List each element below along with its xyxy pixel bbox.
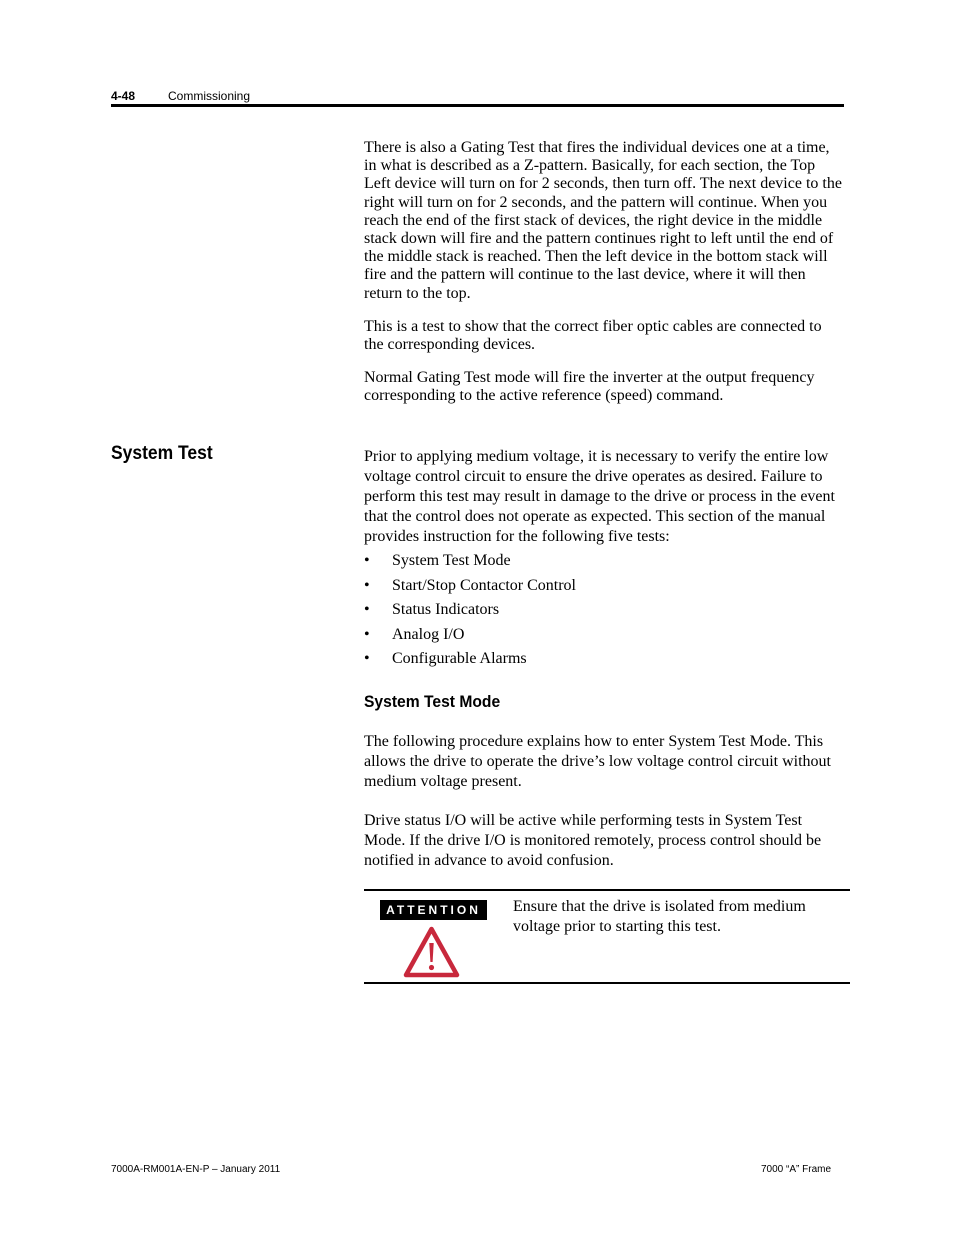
attention-bottom-rule: [364, 982, 850, 984]
header-rule: [111, 104, 844, 107]
list-item-label: Start/Stop Contactor Control: [392, 576, 576, 594]
warning-triangle-icon: [403, 926, 460, 978]
system-test-mode-paragraph: The following procedure explains how to enter System Test Mode. This allows the drive to operate the drive’s low voltage control circuit without medium voltage present.: [364, 733, 831, 790]
list-item-label: Status Indicators: [392, 601, 500, 618]
footer-product: 7000 “A” Frame: [761, 1164, 832, 1175]
list-item: [364, 649, 576, 674]
bullet-icon: •: [364, 650, 370, 667]
list-item: [364, 551, 576, 576]
attention-top-rule: [364, 889, 850, 891]
page-number: 4-48: [111, 89, 136, 103]
fiber-optic-paragraph: This is a test to show that the correct fiber optic cables are connected to the corresponding devices.: [364, 318, 822, 354]
gating-test-paragraph: There is also a Gating Test that fires the individual devices one at a time, in what is described as a Z-pattern. Basically, for each section, the Top Left device will turn on for 2 seconds, then turn off. The next device to the right will turn on for 2 seconds, and the pattern will continue. When you reach the end of the first stack of devices, the right device in the middle stack down will fire and the pattern continues right to left until the end of the middle stack is reached. Then the left device in the bottom stack will fire and the pattern will continue to the last device, where it will then return to the top.: [364, 139, 842, 302]
list-item-label: Configurable Alarms: [392, 650, 527, 667]
list-item-label: Analog I/O: [392, 625, 465, 643]
drive-status-paragraph: Drive status I/O will be active while performing tests in System Test Mode. If the drive I/O is monitored remotely, process control should be notified in advance to avoid confusion.: [364, 812, 822, 869]
bullet-icon: •: [364, 601, 370, 618]
attention-label: ATTENTION: [380, 900, 487, 920]
bullet-icon: •: [364, 576, 370, 594]
test-list: [364, 551, 576, 674]
normal-gating-paragraph: Normal Gating Test mode will fire the inverter at the output frequency corresponding to the active reference (speed) command.: [364, 369, 815, 405]
list-item: [364, 600, 576, 625]
list-item-label: System Test Mode: [392, 552, 511, 569]
bullet-icon: •: [364, 552, 370, 569]
system-test-intro: Prior to applying medium voltage, it is necessary to verify the entire low voltage control circuit to ensure the drive operates as desired. Failure to perform this test may result in damage to the drive or process in the event that the control does not operate as expected. This section of the manual provides instruction for the following five tests:: [364, 448, 835, 545]
list-item: [364, 625, 576, 650]
bullet-icon: •: [364, 625, 370, 643]
system-test-mode-heading: System Test Mode: [364, 692, 501, 711]
system-test-heading: System Test: [111, 443, 213, 464]
footer-publication: 7000A-RM001A-EN-P – January 2011: [111, 1164, 281, 1175]
list-item: [364, 576, 576, 601]
attention-message: Ensure that the drive is isolated from medium voltage prior to starting this test.: [513, 898, 806, 935]
section-title: Commissioning: [168, 89, 251, 103]
